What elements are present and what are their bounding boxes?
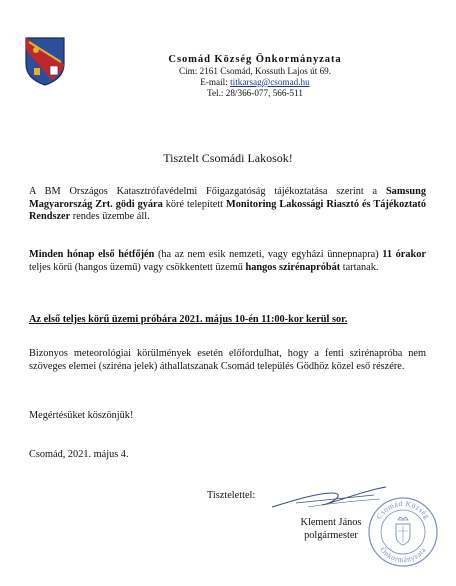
date-line: Csomád, 2021. május 4.: [29, 449, 129, 460]
bold-text: hangos szirénapróbát: [245, 261, 341, 273]
bold-text: Minden hónap első hétfőjén: [29, 249, 155, 260]
email-line: [100, 77, 410, 88]
bold-text: Monitoring Lakossági Riasztó és Tájékoztató Rendszer: [29, 198, 426, 223]
organization-name: Csomád Község Önkormányzata: [168, 54, 342, 65]
paragraph-announcement: [29, 186, 426, 224]
official-stamp-icon: [367, 496, 439, 568]
address: Cím: 2161 Csomád, Kossuth Lajos út 69.: [178, 66, 332, 76]
text: tartanak.: [340, 261, 379, 273]
stamp-bottom-text: Önkormányzata: [378, 545, 428, 565]
text: köré telepített: [162, 198, 227, 210]
first-test-date: Az első teljes körű üzemi próbára 2021. május 10-én 11:00-kor kerül sor.: [29, 314, 348, 325]
paragraph-weather-note: Bizonyos meteorológiai körülmények esetén előfordulhat, hogy a fenti szirénapróba nem szöveges elemei (sziréna jelek) áthallatszanak Csomád település Gödhöz közel eső részére.: [29, 348, 426, 372]
stamp-top-text: Csomád Község: [374, 498, 432, 521]
salutation: Tisztelt Csomádi Lakosok!: [163, 151, 293, 165]
signer-name: Klement János: [300, 517, 362, 528]
letterhead: [100, 53, 410, 99]
coat-of-arms-icon: [24, 36, 66, 86]
phone: Tel.: 28/366-077, 566-511: [207, 88, 303, 98]
text: teljes körű (hangos üzemű) vagy csökkentett üzemű: [29, 261, 246, 273]
paragraph-schedule: [29, 249, 426, 274]
bold-text: Samsung Magyarország Zrt. gödi gyára: [29, 186, 426, 210]
thanks: Megértésüket köszönjük!: [29, 410, 134, 421]
text: rendes üzembe áll.: [70, 211, 150, 223]
text: A BM Országos Katasztrófavédelmi Főigazgatóság tájékoztatása szerint a: [29, 186, 386, 197]
closing: Tisztelettel:: [207, 490, 256, 501]
email-label: E-mail:: [200, 77, 231, 87]
signer-title: polgármester: [304, 529, 358, 541]
text: (ha az nem esik nemzeti, vagy egyházi ünnepnapra): [154, 249, 383, 260]
email-link[interactable]: titkarsag@csomad.hu: [230, 77, 310, 87]
bold-text: 11 órakor: [382, 249, 426, 260]
